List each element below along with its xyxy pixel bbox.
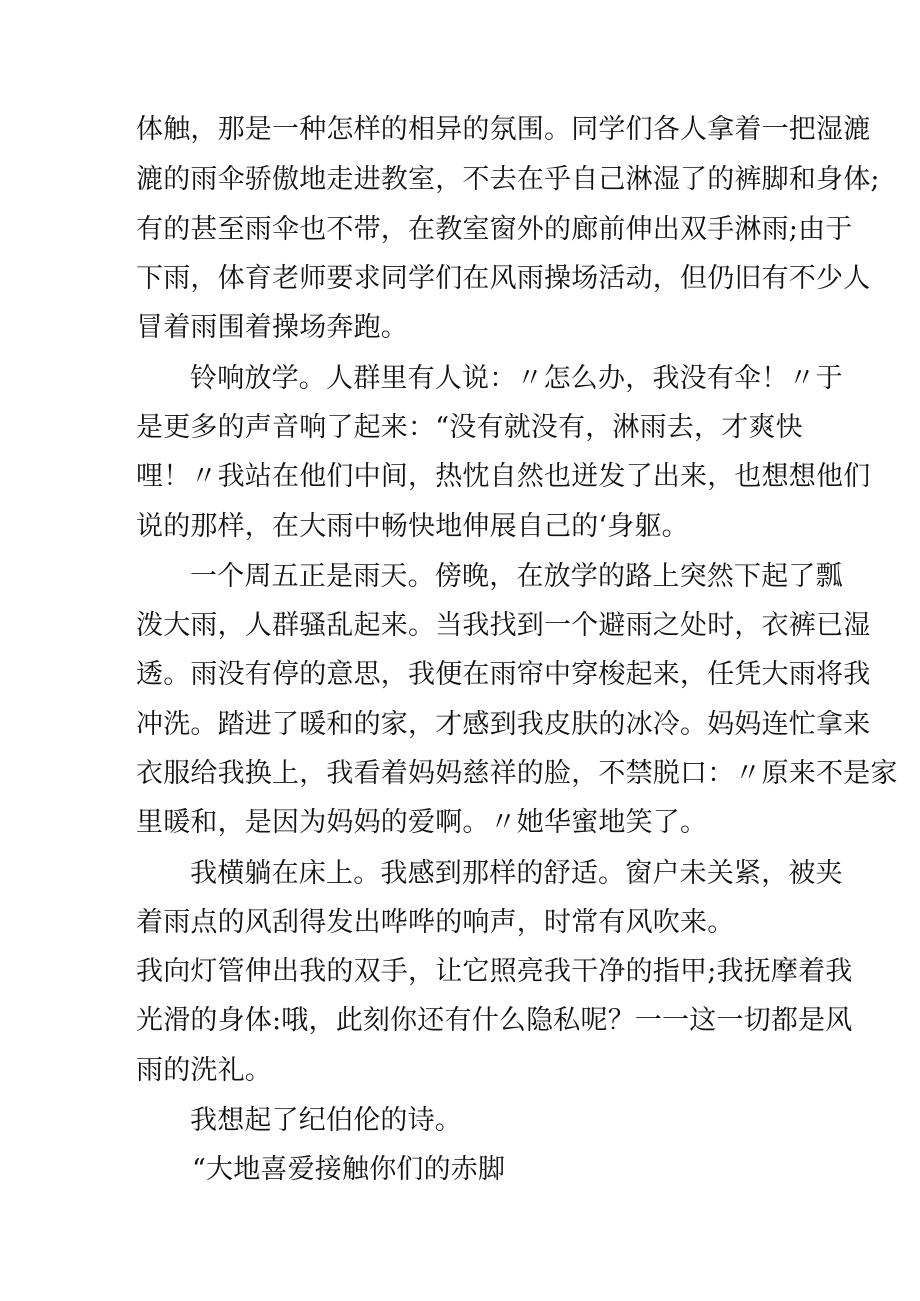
paragraph-line: 冒着雨围着操场奔跑。 (136, 312, 408, 343)
paragraph-line: 衣服给我换上，我看着妈妈慈祥的脸，不禁脱口：〃原来不是家 (136, 758, 898, 789)
paragraph-line: 漉的雨伞骄傲地走进教室，不去在乎自己淋湿了的裤脚和身体; (136, 164, 880, 195)
paragraph-line: 铃响放学。人群里有人说：〃怎么办，我没有伞！〃于 (190, 363, 843, 394)
paragraph-line: 透。雨没有停的意思，我便在雨帘中穿梭起来，任凭大雨将我 (136, 659, 871, 690)
paragraph-line: 里暖和，是因为妈妈的爱啊。〃她华蜜地笑了。 (136, 807, 708, 838)
paragraph-line: 我想起了纪伯伦的诗。 (190, 1105, 462, 1136)
paragraph-line: 是更多的声音响了起来：“没有就没有，淋雨去，才爽快 (136, 412, 803, 443)
paragraph-line: 雨的洗礼。 (136, 1055, 272, 1086)
poem-line: “大地喜爱接触你们的赤脚 (192, 1154, 506, 1185)
paragraph-line: 冲洗。踏进了暖和的家，才感到我皮肤的冰冷。妈妈连忙拿来 (136, 709, 871, 740)
paragraph-line: 泼大雨，人群骚乱起来。当我找到一个避雨之处时，衣裤已湿 (136, 610, 871, 641)
paragraph-line: 体触，那是一种怎样的相异的氛围。同学们各人拿着一把湿漉 (136, 114, 871, 145)
paragraph-line: 一个周五正是雨天。傍晚，在放学的路上突然下起了瓢 (190, 561, 843, 592)
paragraph-line: 光滑的身体:哦，此刻你还有什么隐私呢？一一这一切都是风 (136, 1005, 853, 1036)
paragraph-line: 哩！〃我站在他们中间，热忱自然也迸发了出来，也想想他们 (136, 461, 871, 492)
paragraph-line: 有的甚至雨伞也不带，在教室窗外的廊前伸出双手淋雨;由于 (136, 214, 853, 245)
paragraph-line: 着雨点的风刮得发出哗哗的响声，时常有风吹来。 (136, 907, 735, 938)
paragraph-line: 说的那样，在大雨中畅快地伸展自己的‘身躯。 (136, 511, 689, 542)
paragraph-line: 下雨，体育老师要求同学们在风雨操场活动，但仍旧有不少人 (136, 263, 871, 294)
paragraph-line: 我横躺在床上。我感到那样的舒适。窗户未关紧，被夹 (190, 858, 843, 889)
paragraph-line: 我向灯管伸出我的双手，让它照亮我干净的指甲;我抚摩着我 (136, 956, 853, 987)
